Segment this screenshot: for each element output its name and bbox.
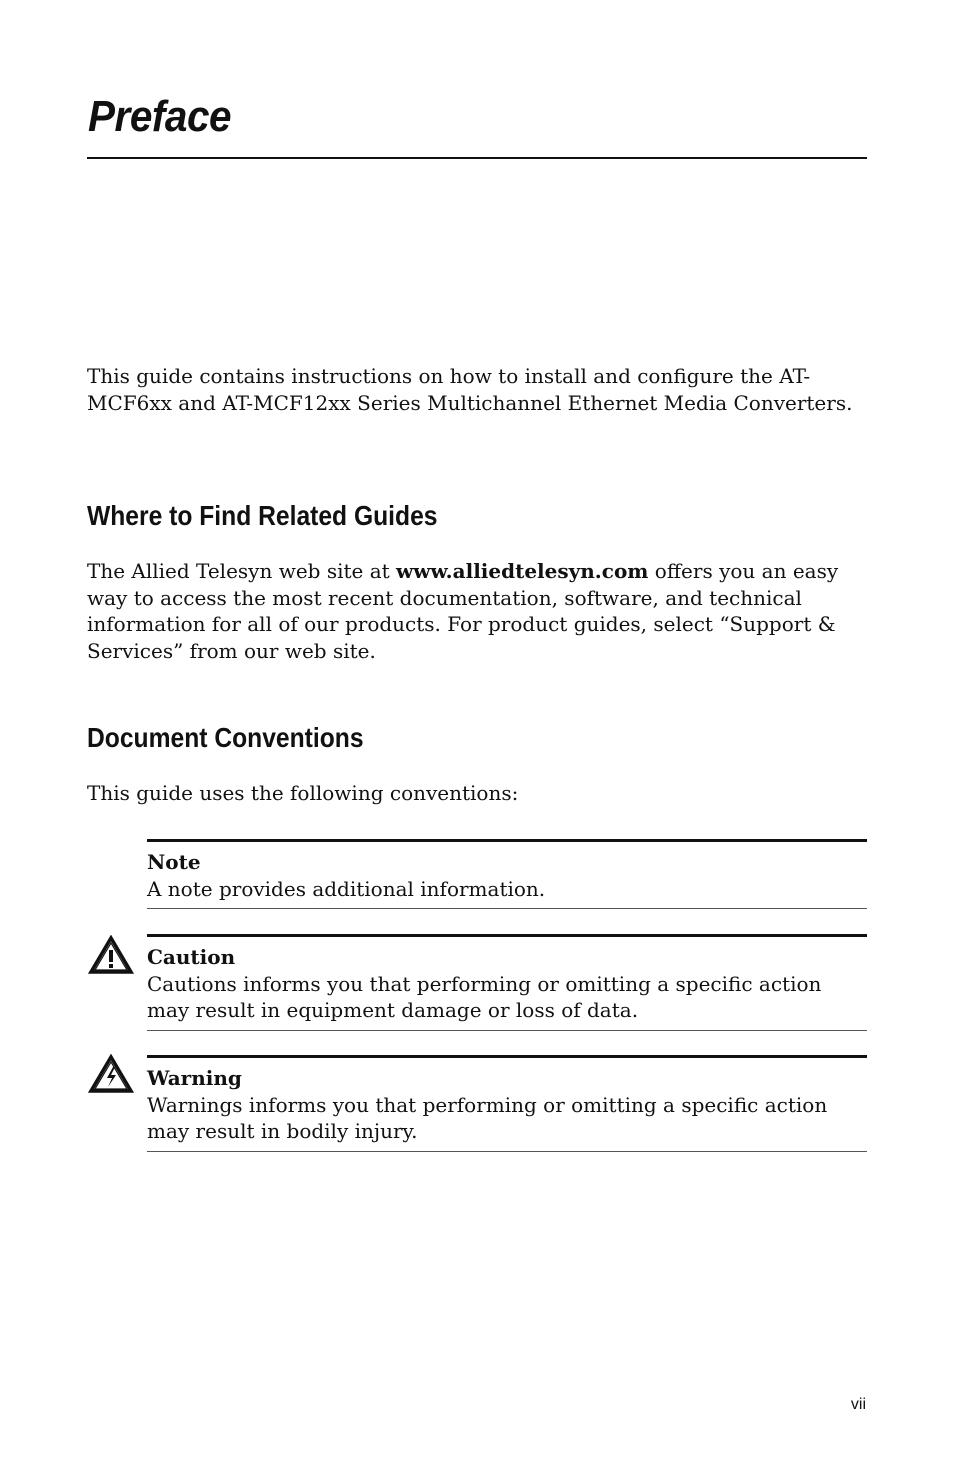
title-rule xyxy=(87,157,867,159)
related-guides-heading: Where to Find Related Guides xyxy=(87,500,438,531)
warning-label: Warning xyxy=(147,1066,242,1090)
caution-triangle-icon xyxy=(88,935,134,975)
note-text: A note provides additional information. xyxy=(147,876,546,901)
note-label: Note xyxy=(147,850,201,874)
page-number: vii xyxy=(850,1396,866,1413)
intro-paragraph: This guide contains instructions on how to install and configure the AT-MCF6xx and AT-MCF12xx Series Multichannel Ethernet Media Converters. xyxy=(87,364,853,415)
conventions-heading: Document Conventions xyxy=(87,722,364,753)
caution-label: Caution xyxy=(147,945,236,969)
warning-lightning-icon xyxy=(88,1054,134,1094)
related-guides-paragraph xyxy=(87,558,867,664)
warning-text: Warnings informs you that performing or omitting a specific action may result in bodily injury. xyxy=(147,1092,828,1143)
related-guides-text-before: The Allied Telesyn web site at xyxy=(87,559,397,583)
conventions-intro: This guide uses the following conventions: xyxy=(87,781,519,805)
website-url[interactable]: www.alliedtelesyn.com xyxy=(396,559,649,583)
note-callout xyxy=(147,839,867,909)
related-guides-text-after: offers you an easy way to access the most recent documentation, software, and technical information for all of our products. For product guides, select “Support & Services” from our web site. xyxy=(87,559,839,663)
caution-text: Cautions informs you that performing or omitting a specific action may result in equipment damage or loss of data. xyxy=(147,971,822,1022)
caution-callout xyxy=(147,934,867,1031)
warning-callout xyxy=(147,1055,867,1152)
chapter-title: Preface xyxy=(88,92,232,141)
